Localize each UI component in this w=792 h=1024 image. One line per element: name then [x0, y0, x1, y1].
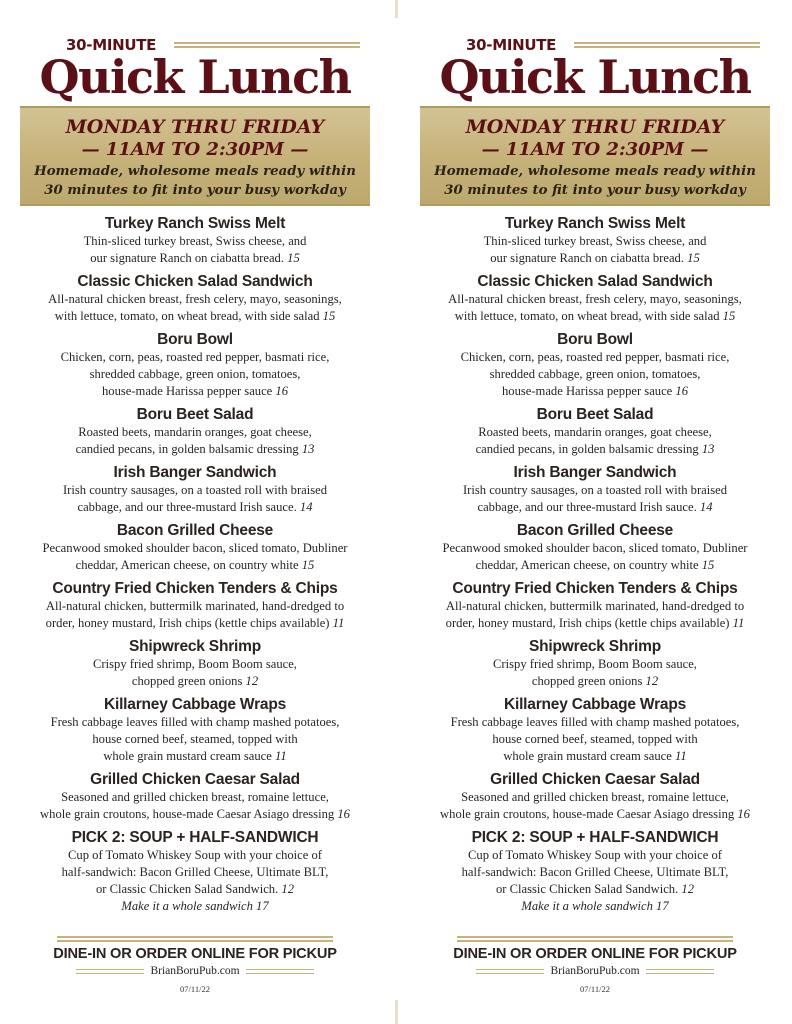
menu-item-price: 16: [737, 807, 750, 821]
menu-item-name: Classic Chicken Salad Sandwich: [477, 273, 713, 290]
menu-card-right: [418, 0, 772, 1024]
menu-item-price: 12: [681, 882, 694, 896]
menu-item-price: 15: [701, 558, 715, 572]
menu-item-description: [418, 847, 772, 898]
menu-item-name: Boru Bowl: [557, 331, 633, 348]
menu-item-name: Turkey Ranch Swiss Melt: [104, 215, 286, 232]
menu-item-price: 16: [337, 807, 350, 821]
menu-item-name: Bacon Grilled Cheese: [516, 522, 674, 539]
menu-item-price: 16: [275, 384, 289, 398]
menu-item-description: [418, 714, 772, 765]
hours-banner: [20, 106, 370, 206]
menu-item-name: Boru Beet Salad: [536, 406, 654, 423]
menu-title: Quick Lunch: [39, 50, 351, 104]
menu-item-price: 14: [299, 500, 313, 514]
menu-item-name: Boru Bowl: [157, 331, 233, 348]
menu-footer: [18, 936, 372, 996]
menu-item-description-text: Cup of Tomato Whiskey Soup with your choice of half-sandwich: Bacon Grilled Cheese, Ultimate BLT, or Classic Chicken Salad Sandwich.: [461, 848, 729, 896]
menu-item-description: [18, 540, 372, 574]
footer-rule: [57, 936, 333, 942]
menu-item-price: 11: [732, 616, 745, 630]
menu-item-price: 12: [245, 674, 259, 688]
page-divider-bottom: [395, 1000, 398, 1024]
menu-title: Quick Lunch: [439, 50, 751, 104]
menu-item-price: 15: [287, 251, 300, 265]
menu-item-description: [418, 482, 772, 516]
menu-item-price: 11: [275, 749, 287, 763]
menu-item-description-text: Thin-sliced turkey breast, Swiss cheese, and our signature Ranch on ciabatta bread.: [483, 234, 707, 265]
order-online-cta: DINE-IN OR ORDER ONLINE FOR PICKUP: [53, 946, 337, 962]
menu-item-name: Country Fried Chicken Tenders & Chips: [452, 580, 738, 597]
website-rule-right: [246, 969, 314, 974]
footer-rule: [457, 936, 733, 942]
menu-footer: [418, 936, 772, 996]
menu-card-left: [18, 0, 372, 1024]
menu-item-description: [418, 349, 772, 400]
menu-item-price: 15: [322, 309, 336, 323]
menu-item-description: [418, 789, 772, 823]
kicker-rule: [574, 42, 760, 48]
page-divider-top: [395, 0, 398, 18]
menu-item-description-text: Crispy fried shrimp, Boom Boom sauce, chopped green onions: [493, 657, 697, 688]
banner-tagline-1: Homemade, wholesome meals ready within: [34, 164, 356, 179]
menu-item-description: [18, 598, 372, 632]
kicker-text: 30-MINUTE: [66, 36, 157, 54]
menu-item-description-text: All-natural chicken breast, fresh celery, mayo, seasonings, with lettuce, tomato, on wheat bread, with side salad: [48, 292, 342, 323]
hours-banner: [420, 106, 770, 206]
menu-item-price: 16: [675, 384, 689, 398]
menu-item-name: Boru Beet Salad: [136, 406, 254, 423]
menu-item-price: 15: [301, 558, 315, 572]
menu-item-price: 11: [332, 616, 345, 630]
menu-item-price: 13: [301, 442, 315, 456]
banner-tagline-2: 30 minutes to fit into your busy workday: [444, 183, 746, 198]
menu-item-name: PICK 2: SOUP + HALF-SANDWICH: [471, 829, 719, 846]
menu-item-note: Make it a whole sandwich 17: [121, 899, 269, 913]
menu-item-description-text: All-natural chicken, buttermilk marinated, hand-dredged to order, honey mustard, Irish chips (kettle chips available): [445, 599, 745, 630]
menu-item-name: Irish Banger Sandwich: [513, 464, 677, 481]
menu-item-description: [418, 233, 772, 267]
menu-item-name: Bacon Grilled Cheese: [116, 522, 274, 539]
banner-hours: — 11AM TO 2:30PM —: [81, 139, 309, 160]
menu-item-description: [18, 424, 372, 458]
print-date: 07/11/22: [180, 984, 210, 994]
menu-items: [18, 214, 372, 915]
menu-item-description: [18, 482, 372, 516]
menu-item-name: Killarney Cabbage Wraps: [503, 696, 687, 713]
menu-item-price: 12: [281, 882, 294, 896]
menu-item-description: [18, 233, 372, 267]
website-row: [418, 964, 772, 978]
menu-item-description-text: Fresh cabbage leaves filled with champ mashed potatoes, house corned beef, steamed, topped with whole grain mustard cream sauce: [50, 715, 340, 763]
menu-item-price: 14: [699, 500, 713, 514]
menu-item-name: Shipwreck Shrimp: [128, 638, 262, 655]
kicker-text: 30-MINUTE: [466, 36, 557, 54]
menu-item-price: 15: [687, 251, 700, 265]
menu-item-description: [418, 424, 772, 458]
menu-item-description-text: Pecanwood smoked shoulder bacon, sliced tomato, Dubliner cheddar, American cheese, on country white: [42, 541, 348, 572]
menu-item-name: Irish Banger Sandwich: [113, 464, 277, 481]
menu-item-description-text: All-natural chicken breast, fresh celery, mayo, seasonings, with lettuce, tomato, on wheat bread, with side salad: [448, 292, 742, 323]
print-date: 07/11/22: [580, 984, 610, 994]
website-rule-right: [646, 969, 714, 974]
menu-item-description: [418, 656, 772, 690]
menu-item-description: [18, 789, 372, 823]
menu-item-description: [18, 714, 372, 765]
menu-item-description-text: Thin-sliced turkey breast, Swiss cheese, and our signature Ranch on ciabatta bread.: [83, 234, 307, 265]
menu-item-description-text: Fresh cabbage leaves filled with champ mashed potatoes, house corned beef, steamed, topped with whole grain mustard cream sauce: [450, 715, 740, 763]
banner-tagline-2: 30 minutes to fit into your busy workday: [44, 183, 346, 198]
menu-item-description-text: Roasted beets, mandarin oranges, goat cheese, candied pecans, in golden balsamic dressing: [475, 425, 712, 456]
menu-item-name: Grilled Chicken Caesar Salad: [90, 771, 300, 788]
banner-days: MONDAY THRU FRIDAY: [65, 116, 325, 138]
menu-item-description: [418, 598, 772, 632]
website-link[interactable]: BrianBoruPub.com: [150, 965, 240, 977]
website-rule-left: [76, 969, 144, 974]
menu-item-description: [418, 291, 772, 325]
menu-item-description-text: Irish country sausages, on a toasted roll with braised cabbage, and our three-mustard Irish sauce.: [462, 483, 728, 514]
menu-item-description-text: Roasted beets, mandarin oranges, goat cheese, candied pecans, in golden balsamic dressing: [75, 425, 312, 456]
menu-item-name: Classic Chicken Salad Sandwich: [77, 273, 313, 290]
menu-item-price: 13: [701, 442, 715, 456]
menu-item-name: Killarney Cabbage Wraps: [103, 696, 287, 713]
menu-item-name: Shipwreck Shrimp: [528, 638, 662, 655]
website-link[interactable]: BrianBoruPub.com: [550, 965, 640, 977]
menu-item-description: [418, 540, 772, 574]
menu-item-description: [18, 847, 372, 898]
menu-item-description-text: Crispy fried shrimp, Boom Boom sauce, chopped green onions: [93, 657, 297, 688]
menu-item-description-text: Cup of Tomato Whiskey Soup with your choice of half-sandwich: Bacon Grilled Cheese, Ultimate BLT, or Classic Chicken Salad Sandwich.: [61, 848, 329, 896]
menu-item-name: PICK 2: SOUP + HALF-SANDWICH: [71, 829, 319, 846]
website-row: [18, 964, 372, 978]
banner-hours: — 11AM TO 2:30PM —: [481, 139, 709, 160]
banner-tagline-1: Homemade, wholesome meals ready within: [434, 164, 756, 179]
menu-item-description-text: Pecanwood smoked shoulder bacon, sliced tomato, Dubliner cheddar, American cheese, on country white: [442, 541, 748, 572]
menu-item-name: Turkey Ranch Swiss Melt: [504, 215, 686, 232]
menu-item-price: 12: [645, 674, 659, 688]
menu-item-price: 11: [675, 749, 687, 763]
website-rule-left: [476, 969, 544, 974]
menu-item-name: Grilled Chicken Caesar Salad: [490, 771, 700, 788]
menu-items: [418, 214, 772, 915]
menu-item-description-text: Seasoned and grilled chicken breast, romaine lettuce, whole grain croutons, house-made Caesar Asiago dressing: [440, 790, 735, 821]
menu-item-description-text: Chicken, corn, peas, roasted red pepper, basmati rice, shredded cabbage, green onion, tomatoes, house-made Harissa pepper sauce: [60, 350, 330, 398]
menu-item-description: [18, 291, 372, 325]
menu-item-description: [18, 349, 372, 400]
menu-item-note: Make it a whole sandwich 17: [521, 899, 669, 913]
menu-item-name: Country Fried Chicken Tenders & Chips: [52, 580, 338, 597]
order-online-cta: DINE-IN OR ORDER ONLINE FOR PICKUP: [453, 946, 737, 962]
menu-item-description-text: Irish country sausages, on a toasted roll with braised cabbage, and our three-mustard Irish sauce.: [62, 483, 328, 514]
menu-item-description-text: Seasoned and grilled chicken breast, romaine lettuce, whole grain croutons, house-made Caesar Asiago dressing: [40, 790, 335, 821]
banner-days: MONDAY THRU FRIDAY: [465, 116, 725, 138]
menu-item-description-text: All-natural chicken, buttermilk marinated, hand-dredged to order, honey mustard, Irish chips (kettle chips available): [45, 599, 345, 630]
menu-item-description: [18, 656, 372, 690]
kicker-rule: [174, 42, 360, 48]
menu-item-description-text: Chicken, corn, peas, roasted red pepper, basmati rice, shredded cabbage, green onion, tomatoes, house-made Harissa pepper sauce: [460, 350, 730, 398]
menu-item-price: 15: [722, 309, 736, 323]
